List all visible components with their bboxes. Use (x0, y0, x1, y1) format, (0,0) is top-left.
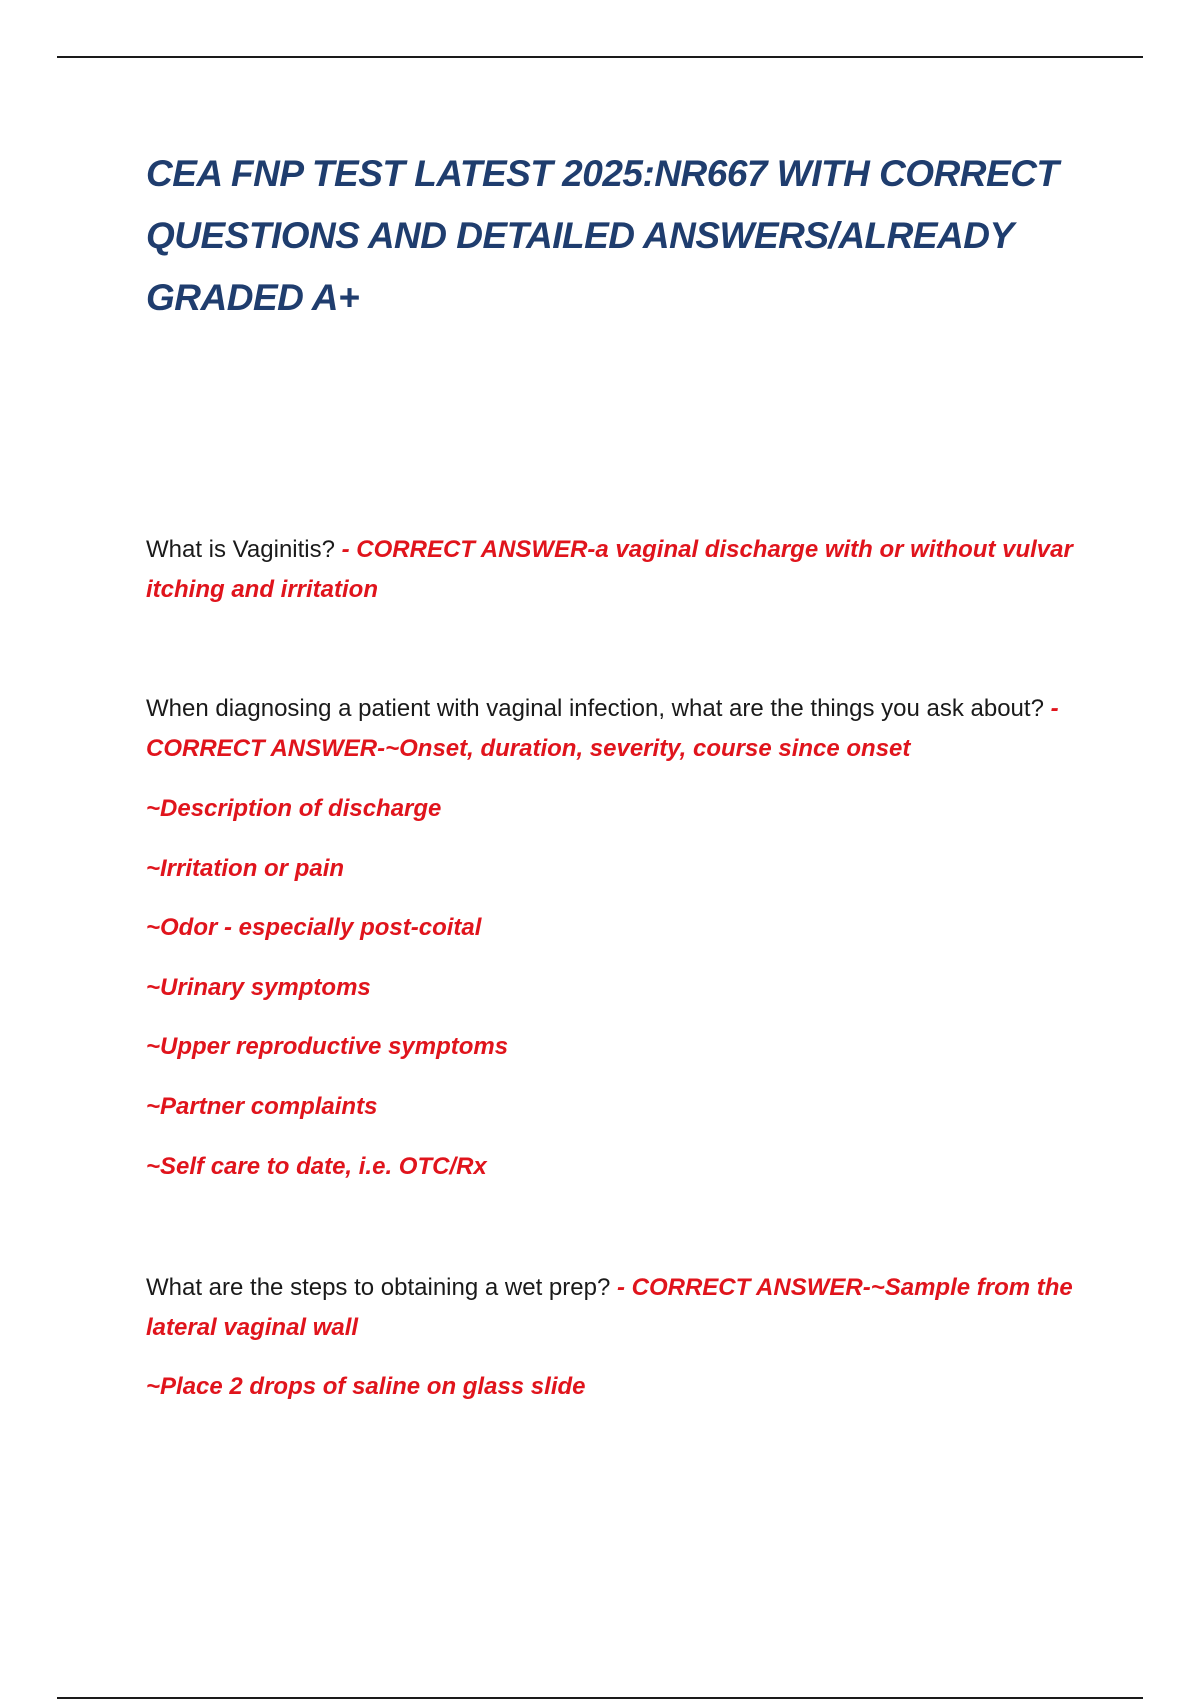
answer-list-item: ~Place 2 drops of saline on glass slide (146, 1373, 586, 1400)
answer-text: - CORRECT ANSWER-a vaginal discharge with or without vulvar itching and irritation (146, 536, 1073, 603)
answer-list-item: ~Partner complaints (146, 1093, 378, 1120)
question-text: When diagnosing a patient with vaginal infection, what are the things you ask about? (146, 695, 1051, 722)
question-text: What is Vaginitis? (146, 536, 342, 563)
answer-list-item: ~Description of discharge (146, 795, 442, 822)
footer-rule (57, 1697, 1143, 1699)
answer-list-item: ~Upper reproductive symptoms (146, 1033, 509, 1060)
answer-text: - CORRECT ANSWER-~Onset, duration, severity, course since onset (146, 695, 1059, 762)
qa-item-3 (146, 1268, 1086, 1348)
answer-list-item: ~Irritation or pain (146, 855, 345, 882)
document-title: CEA FNP TEST LATEST 2025:NR667 WITH CORRECT QUESTIONS AND DETAILED ANSWERS/ALREADY GRADED A+ (146, 153, 1059, 318)
answer-list-item: ~Urinary symptoms (146, 974, 371, 1001)
answer-list-item: ~Odor - especially post-coital (146, 914, 482, 941)
answer-list-item: ~Self care to date, i.e. OTC/Rx (146, 1153, 487, 1180)
question-text: What are the steps to obtaining a wet prep? (146, 1274, 617, 1301)
answer-text: - CORRECT ANSWER-~Sample from the lateral vaginal wall (146, 1274, 1073, 1341)
qa-item-1 (146, 530, 1086, 610)
header-rule (57, 56, 1143, 58)
qa-item-2 (146, 689, 1086, 769)
